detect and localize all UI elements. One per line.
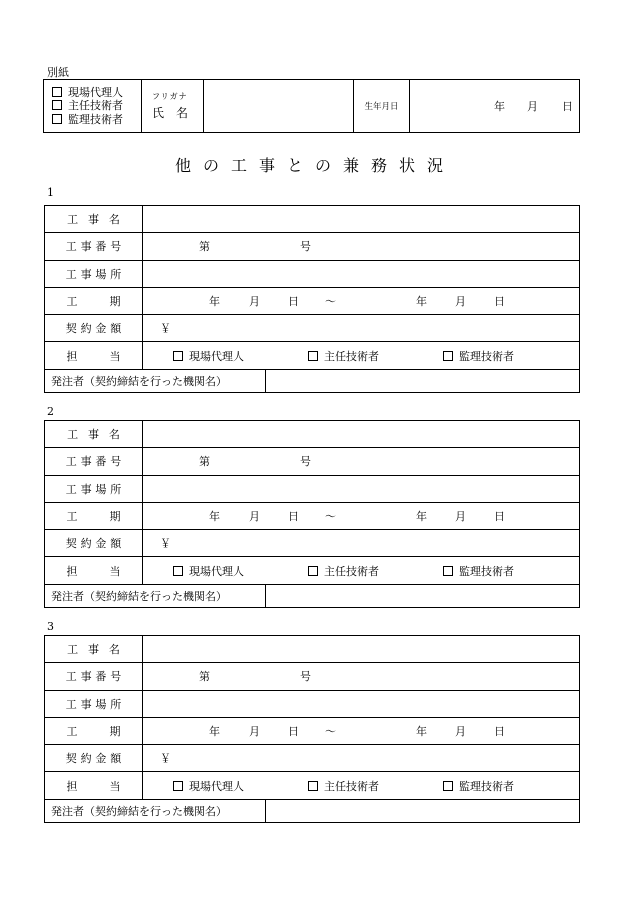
number-prefix: 第 [199,670,210,684]
term-tilde: ～ [325,295,336,309]
term-tilde: ～ [325,725,336,739]
option-chief-engineer[interactable]: 主任技術者 [308,563,379,579]
client-label: 発注者（契約締結を行った機関名） [45,584,266,607]
client-input[interactable] [266,799,580,822]
start-year: 年 [209,295,220,309]
birth-day-label: 日 [562,100,573,113]
project-number-label: 工事番号 [45,663,143,690]
option-supervising-engineer[interactable]: 監理技術者 [443,348,514,364]
role-checklist [44,80,142,133]
end-month: 月 [455,725,466,739]
checkbox[interactable] [308,781,318,791]
section-number: 3 [47,620,54,633]
section-number: 2 [47,405,54,418]
option-supervising-engineer[interactable]: 監理技術者 [443,778,514,794]
number-prefix: 第 [199,240,210,254]
number-suffix: 号 [300,670,311,684]
in-charge-options [143,557,580,584]
term-input[interactable] [143,502,580,529]
term-tilde: ～ [325,510,336,524]
birth-date-input[interactable] [410,80,580,133]
start-day: 日 [288,725,299,739]
end-year: 年 [416,295,427,309]
option-supervising-engineer[interactable]: 監理技術者 [443,563,514,579]
checkbox[interactable] [443,781,453,791]
end-month: 月 [455,295,466,309]
start-day: 日 [288,510,299,524]
in-charge-label: 担 当 [45,342,143,369]
checkbox[interactable] [308,351,318,361]
checkbox[interactable] [52,100,62,110]
number-suffix: 号 [300,455,311,469]
end-year: 年 [416,510,427,524]
checkbox[interactable] [308,566,318,576]
contract-amount-input[interactable] [143,530,580,557]
start-month: 月 [249,510,260,524]
header-table [43,79,580,133]
project-site-label: 工事場所 [45,260,143,287]
start-month: 月 [249,295,260,309]
name-label: 氏 名 [152,106,189,120]
section-2 [44,420,580,608]
yen-symbol: ￥ [160,752,171,766]
start-month: 月 [249,725,260,739]
contract-amount-input[interactable] [143,745,580,772]
project-site-input[interactable] [143,260,580,287]
yen-symbol: ￥ [160,537,171,551]
checkbox[interactable] [173,351,183,361]
term-label: 工 期 [45,717,143,744]
birth-year-label: 年 [494,100,505,113]
checkbox[interactable] [173,781,183,791]
section-table [44,420,580,608]
role-option-supervising-engineer[interactable]: 監理技術者 [52,113,141,127]
checkbox[interactable] [173,566,183,576]
term-input[interactable] [143,717,580,744]
page-title: 他の工事との兼務状況 [174,156,455,175]
option-chief-engineer[interactable]: 主任技術者 [308,778,379,794]
checkbox[interactable] [443,351,453,361]
start-year: 年 [209,725,220,739]
option-field-agent[interactable]: 現場代理人 [173,778,244,794]
contract-amount-label: 契約金額 [45,315,143,342]
end-day: 日 [494,725,505,739]
client-label: 発注者（契約締結を行った機関名） [45,369,266,392]
client-input[interactable] [266,369,580,392]
checkbox[interactable] [52,87,62,97]
role-option-field-agent[interactable]: 現場代理人 [52,86,141,100]
role-option-chief-engineer[interactable]: 主任技術者 [52,99,141,113]
contract-amount-label: 契約金額 [45,745,143,772]
start-day: 日 [288,295,299,309]
in-charge-label: 担 当 [45,772,143,799]
project-site-input[interactable] [143,475,580,502]
contract-amount-input[interactable] [143,315,580,342]
birth-month-label: 月 [527,100,538,113]
start-year: 年 [209,510,220,524]
section-3 [44,635,580,823]
term-label: 工 期 [45,287,143,314]
yen-symbol: ￥ [160,322,171,336]
section-1 [44,205,580,393]
project-site-label: 工事場所 [45,690,143,717]
project-number-label: 工事番号 [45,233,143,260]
name-input[interactable] [204,80,354,133]
section-table [44,205,580,393]
birth-label: 生年月日 [354,80,410,133]
end-year: 年 [416,725,427,739]
end-day: 日 [494,510,505,524]
project-name-label: 工事名 [45,206,143,233]
checkbox[interactable] [443,566,453,576]
project-number-input[interactable] [143,233,580,260]
project-name-input[interactable] [143,421,580,448]
project-name-label: 工事名 [45,421,143,448]
project-site-input[interactable] [143,690,580,717]
term-label: 工 期 [45,502,143,529]
client-label: 発注者（契約締結を行った機関名） [45,799,266,822]
in-charge-options [143,772,580,799]
checkbox[interactable] [52,114,62,124]
number-prefix: 第 [199,455,210,469]
project-number-input[interactable] [143,663,580,690]
client-input[interactable] [266,584,580,607]
option-field-agent[interactable]: 現場代理人 [173,348,244,364]
option-chief-engineer[interactable]: 主任技術者 [308,348,379,364]
end-day: 日 [494,295,505,309]
section-number: 1 [47,186,54,199]
project-name-input[interactable] [143,636,580,663]
section-table [44,635,580,823]
end-month: 月 [455,510,466,524]
project-number-label: 工事番号 [45,448,143,475]
option-field-agent[interactable]: 現場代理人 [173,563,244,579]
name-label-cell [142,80,204,133]
project-number-input[interactable] [143,448,580,475]
project-name-input[interactable] [143,206,580,233]
term-input[interactable] [143,287,580,314]
in-charge-label: 担 当 [45,557,143,584]
in-charge-options [143,342,580,369]
contract-amount-label: 契約金額 [45,530,143,557]
number-suffix: 号 [300,240,311,254]
furigana-label: フリガナ [152,92,188,101]
annex-label: 別紙 [47,66,69,79]
project-site-label: 工事場所 [45,475,143,502]
project-name-label: 工事名 [45,636,143,663]
